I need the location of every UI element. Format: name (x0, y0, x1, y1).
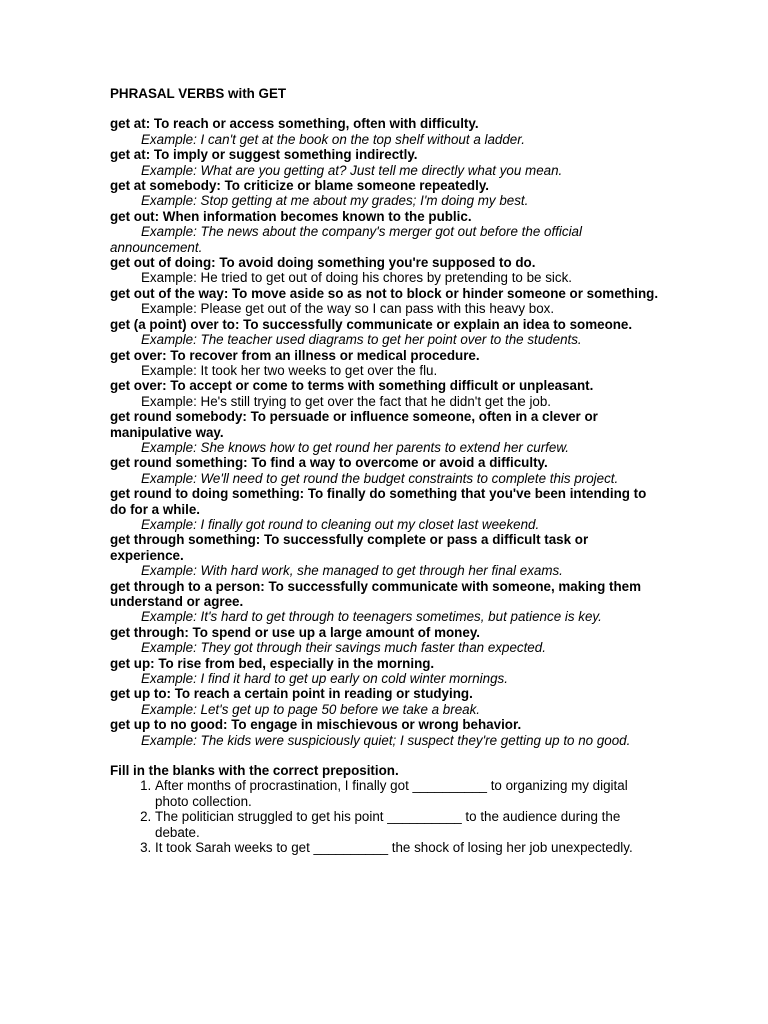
entry-definition: get out of doing: To avoid doing something you're supposed to do. (110, 255, 536, 271)
exercise-item: 2. The politician struggled to get his point __________ to the audience during the debate. (155, 809, 660, 840)
entry-definition: get over: To recover from an illness or medical procedure. (110, 347, 480, 363)
entries-list (110, 116, 660, 748)
exercise-item: 3. It took Sarah weeks to get __________ the shock of losing her job unexpectedly. (155, 840, 660, 855)
entry-example: Example: It took her two weeks to get over the flu. (141, 362, 438, 378)
entry-definition: get through something: To successfully complete or pass a difficult task or experience. (110, 532, 589, 563)
entry-example: Example: He tried to get out of doing his chores by pretending to be sick. (141, 270, 572, 286)
entry-example: Example: The news about the company's merger got out before the official announcement. (110, 224, 582, 255)
exercise-list (110, 778, 660, 855)
entry-example: Example: They got through their savings much faster than expected. (141, 640, 546, 656)
entry-example: Example: I can't get at the book on the top shelf without a ladder. (141, 131, 525, 147)
entry-definition: get (a point) over to: To successfully communicate or explain an idea to someone. (110, 316, 633, 332)
entry-definition: get out: When information becomes known to the public. (110, 208, 472, 224)
entry-definition: get at: To imply or suggest something indirectly. (110, 147, 418, 163)
entry-example: Example: It's hard to get through to teenagers sometimes, but patience is key. (141, 609, 602, 625)
entry-example: Example: What are you getting at? Just tell me directly what you mean. (141, 162, 563, 178)
entry-example: Example: Let's get up to page 50 before we take a break. (141, 701, 481, 717)
entry-definition: get round to doing something: To finally do something that you've been intending to do for a while. (110, 486, 647, 517)
exercise-title: Fill in the blanks with the correct preposition. (110, 763, 399, 779)
entry-definition: get over: To accept or come to terms with something difficult or unpleasant. (110, 378, 594, 394)
entry-example: Example: I finally got round to cleaning out my closet last weekend. (141, 516, 540, 532)
entry-definition: get round something: To find a way to overcome or avoid a difficulty. (110, 455, 548, 471)
entry-definition: get at somebody: To criticize or blame someone repeatedly. (110, 178, 490, 194)
entry-definition: get up: To rise from bed, especially in the morning. (110, 655, 435, 671)
entry-example: Example: He's still trying to get over the fact that he didn't get the job. (141, 393, 552, 409)
entry-definition: get up to no good: To engage in mischievous or wrong behavior. (110, 717, 522, 733)
entry-definition: get up to: To reach a certain point in reading or studying. (110, 686, 473, 702)
page-title: PHRASAL VERBS with GET (110, 86, 287, 101)
entry-example: Example: We'll need to get round the budget constraints to complete this project. (141, 470, 619, 486)
entry-definition: get out of the way: To move aside so as not to block or hinder someone or something. (110, 285, 659, 301)
entry-example: Example: She knows how to get round her parents to extend her curfew. (141, 439, 570, 455)
entry-example: Example: Stop getting at me about my grades; I'm doing my best. (141, 193, 529, 209)
entry-example: Example: The kids were suspiciously quiet; I suspect they're getting up to no good. (141, 732, 631, 748)
entry-definition: get at: To reach or access something, often with difficulty. (110, 116, 479, 132)
entry-example: Example: The teacher used diagrams to get her point over to the students. (141, 332, 582, 348)
entry-definition: get round somebody: To persuade or influence someone, often in a clever or manipulative way. (110, 409, 598, 440)
entry-definition: get through to a person: To successfully communicate with someone, making them understand or agree. (110, 578, 641, 609)
entry-example: Example: I find it hard to get up early on cold winter mornings. (141, 671, 508, 687)
entry-example: Example: With hard work, she managed to get through her final exams. (141, 563, 563, 579)
exercise-item: 1. After months of procrastination, I finally got __________ to organizing my digital photo collection. (155, 778, 660, 809)
entry-example: Example: Please get out of the way so I can pass with this heavy box. (141, 301, 555, 317)
entry-definition: get through: To spend or use up a large amount of money. (110, 624, 480, 640)
